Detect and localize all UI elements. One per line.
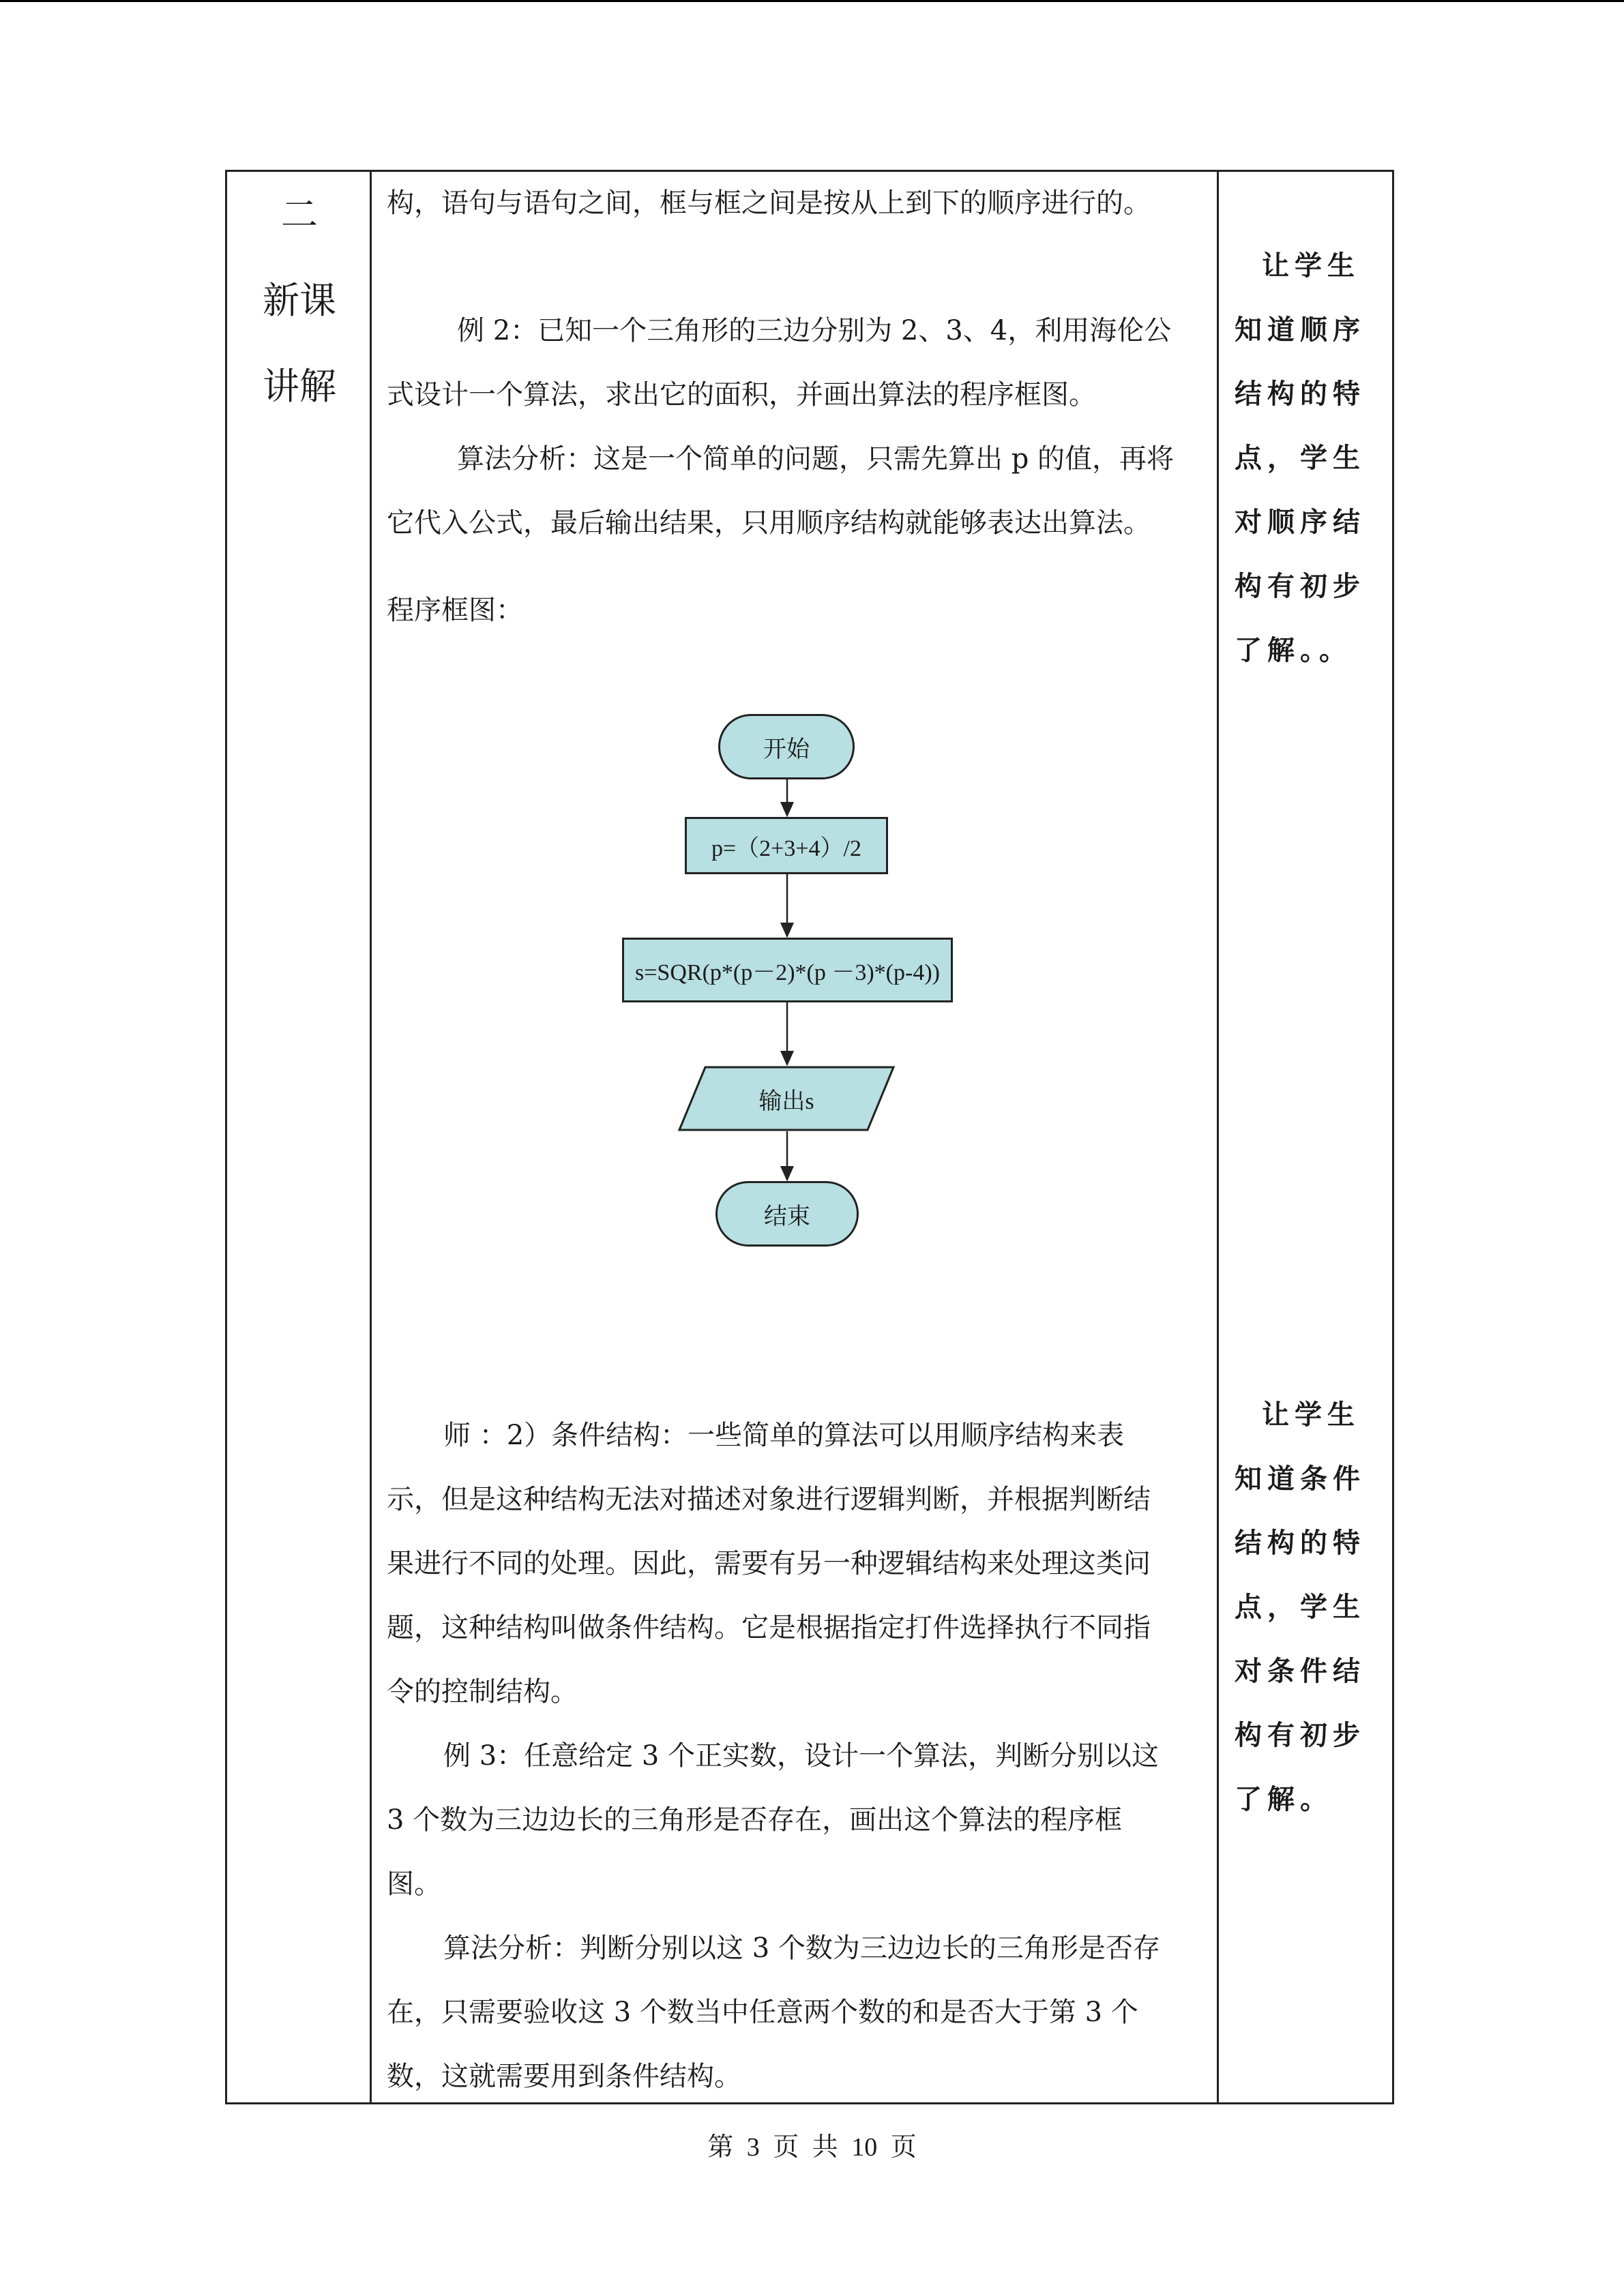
teacher-line5: 令的控制结构。 [387, 1676, 578, 1708]
analysis2-line1: 算法分析：这是一个简单的问题，只需先算出 p 的值，再将 [457, 443, 1175, 475]
flowchart-output-label: 输出s [758, 1088, 814, 1114]
section-title-line2: 讲解 [263, 365, 336, 408]
note2-line2: 知道条件 [1235, 1463, 1365, 1495]
example3-line3: 图。 [387, 1868, 441, 1900]
section-title-line1: 新课 [263, 279, 336, 322]
note1-line7: 了解。。 [1235, 634, 1352, 666]
analysis3-line1: 算法分析：判断分别以这 3 个数为三边边长的三角形是否存 [443, 1933, 1160, 1964]
analysis2-line2: 它代入公式，最后输出结果，只用顺序结构就能够表达出算法。 [387, 507, 1151, 539]
note1-line1: 让学生 [1262, 250, 1360, 282]
teacher-line1: 师 ：2）条件结构：一些简单的算法可以用顺序结构来表 [443, 1420, 1125, 1451]
note2-line4: 点，学生 [1235, 1591, 1365, 1623]
example2-line2: 式设计一个算法，求出它的面积，并画出算法的程序框图。 [387, 379, 1096, 411]
flowchart-label: 程序框图： [387, 595, 523, 626]
note2-line6: 构有初步 [1235, 1719, 1365, 1751]
flowchart-step1-node: p=（2+3+4）/2 [685, 817, 888, 874]
note2-line7: 了解。 [1235, 1783, 1333, 1815]
note2-line5: 对条件结 [1235, 1655, 1365, 1687]
flowchart-start-node: 开始 [718, 714, 855, 779]
note1-line2: 知道顺序 [1235, 314, 1365, 346]
flowchart-end-node: 结束 [715, 1181, 859, 1247]
teacher-line4: 题，这种结构叫做条件结构。它是根据指定打件选择执行不同指 [387, 1612, 1151, 1643]
note1-line3: 结构的特 [1235, 378, 1365, 410]
note-sequential-structure [1235, 234, 1378, 683]
example2-line1: 例 2：已知一个三角形的三边分别为 2、3、4，利用海伦公 [457, 315, 1172, 346]
example3-line2: 3 个数为三边边长的三角形是否存在，画出这个算法的程序框 [387, 1804, 1123, 1836]
note2-line1: 让学生 [1262, 1399, 1360, 1431]
flowchart-step2-node: s=SQR(p*(p－2)*(p －3)*(p-4)) [622, 938, 953, 1002]
note2-line3: 结构的特 [1235, 1527, 1365, 1559]
page-number-footer: 第 3 页 共 10 页 [707, 2133, 917, 2162]
teacher-line2: 示，但是这种结构无法对描述对象进行逻辑判断，并根据判断结 [387, 1484, 1151, 1515]
note-conditional-structure [1235, 1383, 1378, 1832]
note1-line5: 对顺序结 [1235, 506, 1365, 538]
flowchart-output-node [678, 1066, 895, 1131]
note1-line4: 点，学生 [1235, 442, 1365, 474]
analysis3-line3: 数，这就需要用到条件结构。 [387, 2061, 741, 2092]
note1-line6: 构有初步 [1235, 570, 1365, 602]
paragraph-continuation: 构，语句与语句之间，框与框之间是按从上到下的顺序进行的。 [387, 188, 1151, 219]
teacher-line3: 果进行不同的处理。因此，需要有另一种逻辑结构来处理这类问 [387, 1548, 1151, 1579]
section-number: 二 [281, 193, 318, 236]
analysis3-line2: 在，只需要验收这 3 个数当中任意两个数的和是否大于第 3 个 [387, 1997, 1138, 2028]
example3-line1: 例 3：任意给定 3 个正实数，设计一个算法，判断分别以这 [443, 1740, 1160, 1772]
